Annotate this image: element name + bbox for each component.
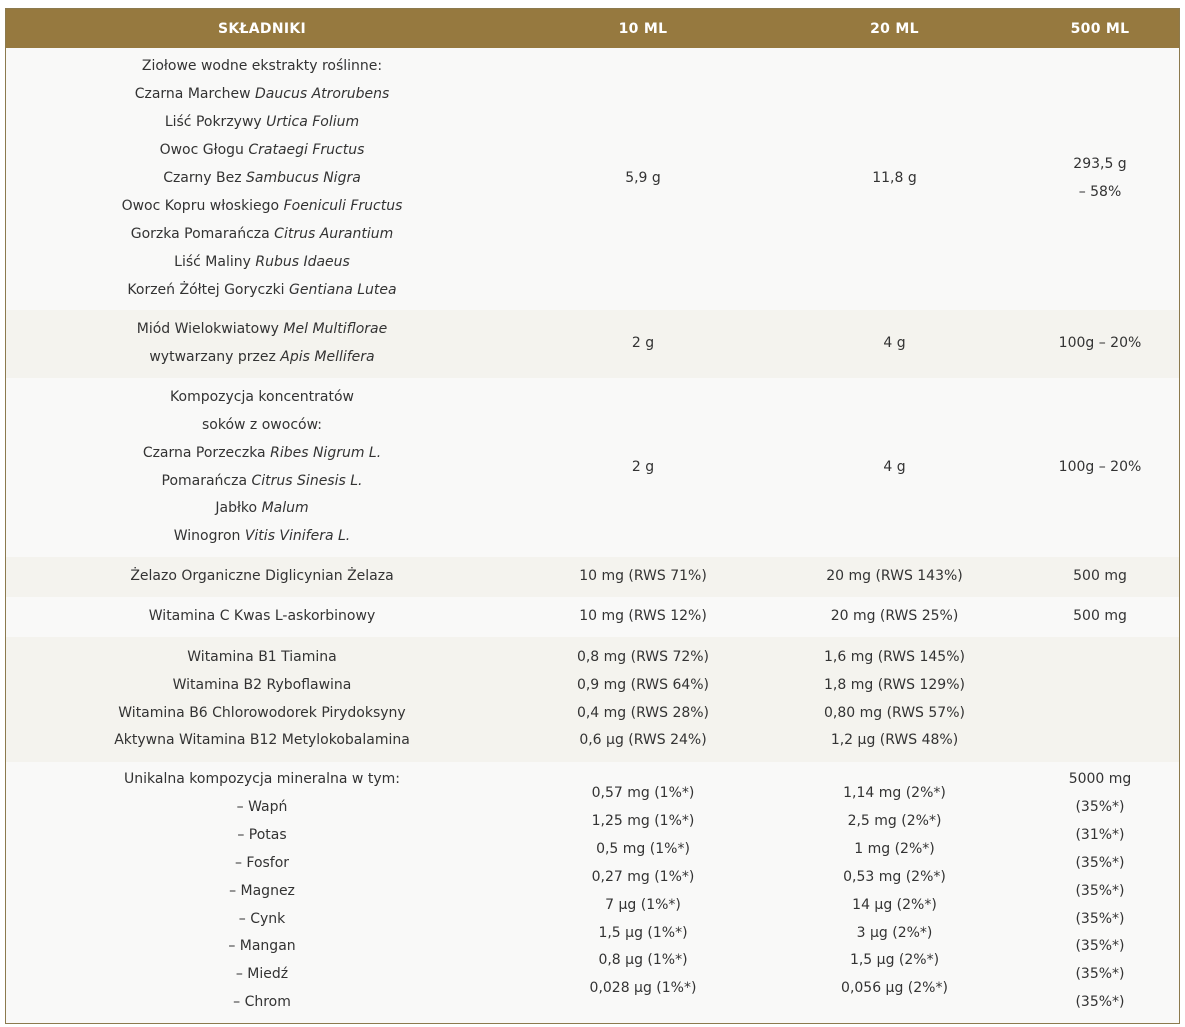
- ingredient-name: Aktywna Witamina B12 Metylokobalamina: [114, 732, 410, 749]
- ingredient-line: [6, 961, 518, 989]
- ingredient-cell: [6, 762, 518, 1024]
- amount-value: 0,056 µg (2%*): [841, 980, 948, 997]
- ingredient-cell: [6, 48, 518, 310]
- amount-value: 14 µg (2%*): [852, 896, 937, 913]
- ingredient-cell: [6, 637, 518, 762]
- amount-value: 0,9 mg (RWS 64%): [576, 676, 710, 693]
- ingredient-cell: [6, 310, 518, 378]
- ingredient-name: – Wapń: [236, 798, 288, 815]
- amount-20ml-cell: [768, 48, 1021, 310]
- ingredient-latin-name: Rubus Idaeus: [255, 253, 350, 270]
- ingredient-name: Winogron: [173, 528, 245, 545]
- amount-value: (35%*): [1075, 938, 1125, 955]
- amount-value: 0,4 mg (RWS 28%): [576, 704, 710, 721]
- ingredient-latin-name: Vitis Vinifera L.: [244, 528, 351, 545]
- amount-value: 100g – 20%: [1058, 458, 1142, 475]
- amount-value: 2,5 mg (2%*): [847, 812, 942, 829]
- amount-20ml-cell: [768, 637, 1021, 762]
- ingredient-line: [6, 249, 518, 277]
- ingredient-name: Kompozycja koncentratów: [170, 388, 354, 405]
- table-row: [6, 557, 1179, 597]
- ingredient-line: [6, 468, 518, 496]
- ingredient-cell: [6, 378, 518, 557]
- amount-value: 0,53 mg (2%*): [843, 868, 946, 885]
- ingredient-name: Witamina C Kwas L-askorbinowy: [148, 608, 376, 625]
- ingredient-latin-name: Citrus Sinesis L.: [251, 472, 363, 489]
- amount-20ml-cell: [768, 762, 1021, 1024]
- amount-value: 1 mg (2%*): [854, 840, 935, 857]
- ingredient-name: – Chrom: [233, 994, 291, 1011]
- amount-value: 1,8 mg (RWS 129%): [824, 676, 965, 693]
- ingredient-line: [6, 644, 518, 672]
- ingredients-table: [6, 9, 1179, 1024]
- ingredient-line: [6, 989, 518, 1017]
- amount-value: 5000 mg: [1068, 771, 1132, 787]
- amount-value: 0,028 µg (1%*): [589, 980, 697, 997]
- amount-value: 0,27 mg (1%*): [591, 868, 695, 885]
- ingredient-cell: [6, 597, 518, 637]
- ingredient-name: Ziołowe wodne ekstrakty roślinne:: [141, 58, 383, 75]
- amount-value: (35%*): [1075, 910, 1125, 927]
- ingredient-name: soków z owoców:: [202, 416, 322, 433]
- amount-10ml-cell: [518, 378, 768, 557]
- ingredient-latin-name: Foeniculi Fructus: [283, 197, 403, 214]
- table-row: [6, 637, 1179, 762]
- ingredient-name: Korzeń Żółtej Goryczki: [127, 281, 290, 298]
- ingredient-name: Witamina B6 Chlorowodorek Pirydoksyny: [118, 704, 406, 721]
- amount-500ml-cell: [1021, 762, 1179, 1024]
- amount-value: (35%*): [1075, 854, 1125, 871]
- ingredient-line: [6, 523, 518, 551]
- ingredient-line: [6, 412, 518, 440]
- ingredient-name: Gorzka Pomarańcza: [130, 225, 275, 242]
- amount-value: 4 g: [883, 335, 906, 352]
- amount-value: 1,5 µg (1%*): [598, 924, 688, 941]
- ingredient-line: [6, 672, 518, 700]
- amount-20ml-cell: [768, 310, 1021, 378]
- header-500ml: 500 ML: [1021, 9, 1179, 48]
- ingredient-line: [6, 53, 518, 81]
- ingredient-line: [6, 277, 518, 305]
- ingredient-latin-name: Mel Multiflorae: [283, 321, 388, 338]
- header-20ml: 20 ML: [768, 9, 1021, 48]
- ingredient-name: – Cynk: [238, 910, 286, 927]
- ingredient-line: [6, 193, 518, 221]
- ingredients-table-frame: [5, 8, 1180, 1024]
- amount-value: (35%*): [1075, 798, 1125, 815]
- ingredient-latin-name: Citrus Aurantium: [274, 225, 394, 242]
- ingredient-latin-name: Malum: [261, 500, 309, 517]
- amount-value: 0,5 mg (1%*): [596, 840, 690, 857]
- ingredient-name: Miód Wielokwiatowy: [136, 321, 284, 338]
- ingredient-line: [6, 440, 518, 468]
- amount-value: 7 µg (1%*): [605, 896, 681, 913]
- amount-value: 500 mg: [1073, 608, 1127, 625]
- amount-10ml-cell: [518, 762, 768, 1024]
- ingredient-name: Owoc Kopru włoskiego: [121, 197, 284, 214]
- amount-value: 0,6 µg (RWS 24%): [579, 732, 707, 749]
- ingredient-line: [6, 727, 518, 755]
- ingredient-line: [6, 165, 518, 193]
- amount-10ml-cell: [518, 310, 768, 378]
- ingredient-name: Unikalna kompozycja mineralna w tym:: [124, 771, 400, 787]
- ingredient-line: [6, 495, 518, 523]
- ingredient-name: – Fosfor: [234, 854, 290, 871]
- amount-value: 4 g: [883, 458, 906, 475]
- ingredient-name: Żelazo Organiczne Diglicynian Żelaza: [130, 568, 394, 585]
- amount-20ml-cell: [768, 378, 1021, 557]
- ingredient-line: [6, 137, 518, 165]
- ingredient-line: [6, 603, 518, 631]
- ingredient-line: [6, 316, 518, 344]
- ingredient-name: Jabłko: [215, 500, 262, 517]
- ingredient-name: wytwarzany przez: [149, 349, 281, 365]
- amount-value: 10 mg (RWS 71%): [579, 568, 707, 585]
- ingredient-name: Czarny Bez: [163, 170, 247, 187]
- ingredient-line: [6, 700, 518, 728]
- table-row: [6, 762, 1179, 1024]
- amount-value: 0,80 mg (RWS 57%): [824, 704, 965, 721]
- amount-value: 0,8 mg (RWS 72%): [576, 648, 710, 665]
- ingredient-name: Witamina B2 Ryboflawina: [172, 676, 352, 693]
- amount-value: 20 mg (RWS 25%): [830, 608, 959, 625]
- amount-value: 5,9 g: [625, 170, 661, 187]
- amount-value: 1,25 mg (1%*): [591, 812, 695, 829]
- ingredient-name: Owoc Głogu: [159, 142, 249, 159]
- ingredient-line: [6, 81, 518, 109]
- ingredient-name: Liść Maliny: [174, 253, 256, 270]
- amount-value: 1,14 mg (2%*): [843, 785, 946, 801]
- amount-value: (35%*): [1075, 882, 1125, 899]
- amount-500ml-cell: [1021, 310, 1179, 378]
- amount-10ml-cell: [518, 597, 768, 637]
- amount-value: 100g – 20%: [1058, 335, 1142, 352]
- amount-20ml-cell: [768, 557, 1021, 597]
- ingredient-name: – Magnez: [229, 882, 295, 899]
- amount-value: 3 µg (2%*): [856, 924, 933, 941]
- ingredient-line: [6, 384, 518, 412]
- ingredient-line: [6, 822, 518, 850]
- ingredient-latin-name: Sambucus Nigra: [246, 170, 361, 187]
- amount-value: 11,8 g: [872, 170, 917, 187]
- ingredient-name: Liść Pokrzywy: [164, 114, 267, 131]
- ingredient-line: [6, 850, 518, 878]
- ingredient-latin-name: Crataegi Fructus: [248, 142, 365, 159]
- amount-value: 2 g: [631, 335, 655, 352]
- amount-value: – 58%: [1078, 184, 1122, 200]
- ingredient-name: Witamina B1 Tiamina: [187, 648, 337, 665]
- amount-500ml-cell: [1021, 637, 1179, 762]
- ingredient-line: [6, 933, 518, 961]
- ingredient-latin-name: Daucus Atrorubens: [255, 86, 390, 103]
- ingredient-name: – Mangan: [228, 938, 296, 955]
- table-header-row: [6, 9, 1179, 48]
- amount-value: 10 mg (RWS 12%): [579, 608, 707, 625]
- ingredient-name: – Miedź: [235, 966, 289, 983]
- amount-value: 0,8 µg (1%*): [598, 952, 688, 969]
- ingredient-line: [6, 344, 518, 372]
- amount-10ml-cell: [518, 637, 768, 762]
- amount-10ml-cell: [518, 557, 768, 597]
- amount-500ml-cell: [1021, 378, 1179, 557]
- ingredient-latin-name: Ribes Nigrum L.: [270, 444, 382, 461]
- table-row: [6, 597, 1179, 637]
- amount-value: (31%*): [1075, 826, 1125, 843]
- table-row: [6, 310, 1179, 378]
- ingredient-line: [6, 878, 518, 906]
- table-row: [6, 378, 1179, 557]
- header-ingredients: SKŁADNIKI: [6, 9, 518, 48]
- ingredient-latin-name: Apis Mellifera: [280, 349, 375, 365]
- ingredient-line: [6, 221, 518, 249]
- ingredient-name: Czarna Porzeczka: [142, 444, 271, 461]
- ingredient-cell: [6, 557, 518, 597]
- amount-value: 1,2 µg (RWS 48%): [830, 732, 959, 749]
- amount-500ml-cell: [1021, 48, 1179, 310]
- amount-value: (35%*): [1075, 994, 1125, 1011]
- ingredient-line: [6, 109, 518, 137]
- ingredient-latin-name: Urtica Folium: [266, 114, 360, 131]
- ingredient-name: Czarna Marchew: [134, 86, 256, 103]
- amount-value: 1,5 µg (2%*): [849, 952, 940, 969]
- amount-500ml-cell: [1021, 557, 1179, 597]
- amount-10ml-cell: [518, 48, 768, 310]
- amount-value: 293,5 g: [1073, 156, 1127, 173]
- header-10ml: 10 ML: [518, 9, 768, 48]
- amount-value: 0,57 mg (1%*): [591, 785, 695, 801]
- amount-20ml-cell: [768, 597, 1021, 637]
- amount-value: 2 g: [631, 458, 655, 475]
- ingredient-line: [6, 766, 518, 794]
- ingredient-name: Pomarańcza: [161, 472, 252, 489]
- amount-500ml-cell: [1021, 597, 1179, 637]
- ingredient-line: [6, 794, 518, 822]
- amount-value: (35%*): [1075, 966, 1125, 983]
- ingredient-name: – Potas: [237, 826, 287, 843]
- amount-value: 20 mg (RWS 143%): [826, 568, 963, 585]
- table-row: [6, 48, 1179, 310]
- ingredient-line: [6, 906, 518, 934]
- ingredient-latin-name: Gentiana Lutea: [289, 281, 397, 298]
- ingredient-line: [6, 563, 518, 591]
- amount-value: 1,6 mg (RWS 145%): [824, 648, 965, 665]
- amount-value: 500 mg: [1073, 568, 1127, 585]
